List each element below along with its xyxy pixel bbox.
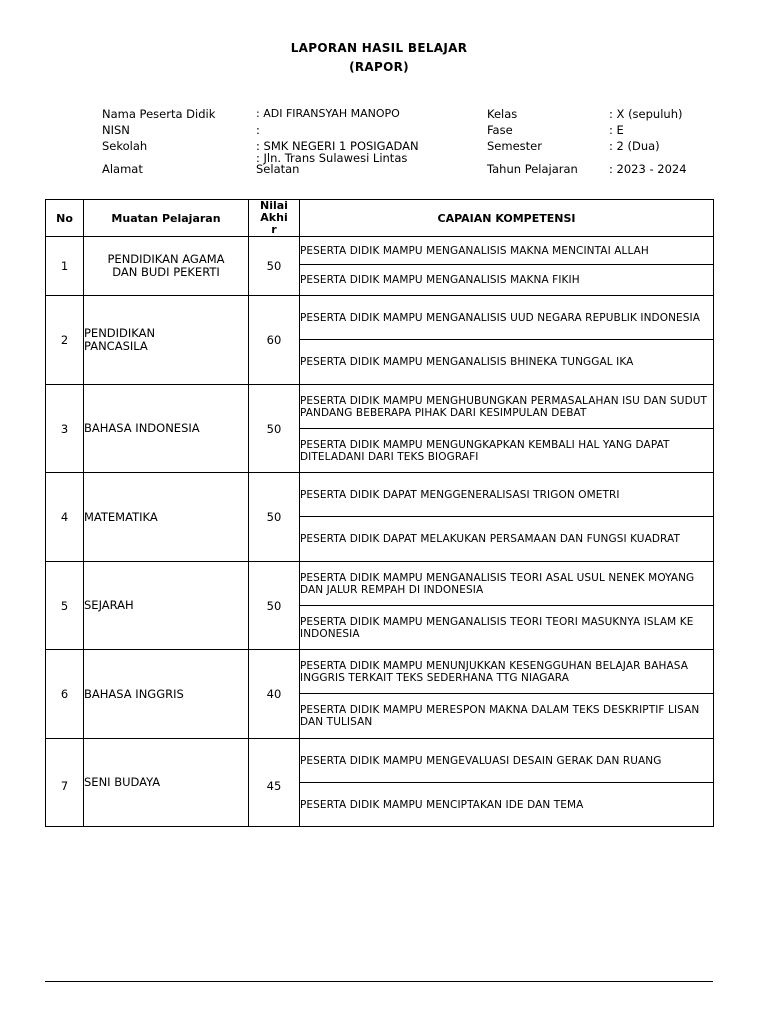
row-score: 50 <box>249 237 300 296</box>
value-class: : X (sepuluh) <box>609 107 683 121</box>
row-subject: MATEMATIKA <box>84 473 249 562</box>
row-competency: PESERTA DIDIK MAMPU MENGANALISIS TEORI ASAL USUL NENEK MOYANG DAN JALUR REMPAH DI INDONESIA <box>300 562 714 606</box>
label-phase: Fase <box>487 123 513 137</box>
row-subject: PENDIDIKAN PANCASILA <box>84 296 249 385</box>
table-row <box>46 237 714 265</box>
row-competency: PESERTA DIDIK MAMPU MENGANALISIS BHINEKA TUNGGAL IKA <box>300 340 714 385</box>
row-score: 45 <box>249 739 300 827</box>
table-row <box>46 296 714 340</box>
label-semester: Semester <box>487 139 542 153</box>
table-row <box>46 739 714 783</box>
row-competency: PESERTA DIDIK MAMPU MENGANALISIS UUD NEGARA REPUBLIK INDONESIA <box>300 296 714 340</box>
row-subject: BAHASA INDONESIA <box>84 385 249 473</box>
row-no: 5 <box>46 562 84 650</box>
value-school: : SMK NEGERI 1 POSIGADAN <box>256 139 419 153</box>
label-class: Kelas <box>487 107 518 121</box>
report-subtitle: (RAPOR) <box>349 60 409 74</box>
label-address: Alamat <box>102 162 143 176</box>
header-final-score <box>249 200 300 237</box>
header-final-score-line3: r <box>271 223 277 236</box>
value-phase: : E <box>609 123 624 137</box>
row-competency: PESERTA DIDIK MAMPU MENGANALISIS TEORI TEORI MASUKNYA ISLAM KE INDONESIA <box>300 606 714 650</box>
row-competency: PESERTA DIDIK DAPAT MELAKUKAN PERSAMAAN DAN FUNGSI KUADRAT <box>300 517 714 562</box>
value-semester: : 2 (Dua) <box>609 139 660 153</box>
value-address-line2: Selatan <box>256 162 300 176</box>
row-competency: PESERTA DIDIK MAMPU MENGEVALUASI DESAIN GERAK DAN RUANG <box>300 739 714 783</box>
row-competency: PESERTA DIDIK MAMPU MERESPON MAKNA DALAM TEKS DESKRIPTIF LISAN DAN TULISAN <box>300 694 714 739</box>
row-score: 50 <box>249 473 300 562</box>
row-no: 3 <box>46 385 84 473</box>
row-competency: PESERTA DIDIK MAMPU MENUNJUKKAN KESENGGUHAN BELAJAR BAHASA INGGRIS TERKAIT TEKS SEDERHANA TTG NIAGARA <box>300 650 714 694</box>
row-competency: PESERTA DIDIK MAMPU MENGANALISIS MAKNA FIKIH <box>300 265 714 296</box>
row-subject: BAHASA INGGRIS <box>84 650 249 739</box>
value-student-name: : ADI FIRANSYAH MANOPO <box>256 107 400 120</box>
table-row <box>46 385 714 429</box>
row-competency: PESERTA DIDIK MAMPU MENGANALISIS MAKNA MENCINTAI ALLAH <box>300 237 714 265</box>
table-row <box>46 650 714 694</box>
student-values-left <box>256 107 419 176</box>
table-row <box>46 473 714 517</box>
row-no: 6 <box>46 650 84 739</box>
row-no: 2 <box>46 296 84 385</box>
table-header-row <box>46 200 714 237</box>
grades-table <box>45 199 714 827</box>
header-final-score-line2: Akhi <box>260 211 288 224</box>
row-competency: PESERTA DIDIK MAMPU MENCIPTAKAN IDE DAN TEMA <box>300 783 714 827</box>
row-score: 60 <box>249 296 300 385</box>
label-student-name: Nama Peserta Didik <box>102 107 216 121</box>
student-values-right <box>609 107 687 178</box>
value-academic-year: : 2023 - 2024 <box>609 162 687 176</box>
label-academic-year: Tahun Pelajaran <box>487 162 578 176</box>
row-no: 7 <box>46 739 84 827</box>
row-score: 40 <box>249 650 300 739</box>
footer-divider <box>45 981 713 982</box>
row-score: 50 <box>249 385 300 473</box>
row-subject: SEJARAH <box>84 562 249 650</box>
row-score: 50 <box>249 562 300 650</box>
header-competency: CAPAIAN KOMPETENSI <box>300 200 714 237</box>
row-subject: PENDIDIKAN AGAMA DAN BUDI PEKERTI <box>84 237 249 296</box>
row-competency: PESERTA DIDIK MAMPU MENGUNGKAPKAN KEMBALI HAL YANG DAPAT DITELADANI DARI TEKS BIOGRAFI <box>300 429 714 473</box>
value-address-line1: : Jln. Trans Sulawesi Lintas <box>256 151 408 165</box>
label-school: Sekolah <box>102 139 148 153</box>
row-competency: PESERTA DIDIK DAPAT MENGGENERALISASI TRIGON OMETRI <box>300 473 714 517</box>
label-nisn: NISN <box>102 123 130 137</box>
header-final-score-line1: Nilai <box>260 199 288 212</box>
table-row <box>46 562 714 606</box>
header-no: No <box>46 200 84 237</box>
row-competency: PESERTA DIDIK MAMPU MENGHUBUNGKAN PERMASALAHAN ISU DAN SUDUT PANDANG BEBERAPA PIHAK DARI KESIMPULAN DEBAT <box>300 385 714 429</box>
report-title: LAPORAN HASIL BELAJAR <box>290 41 468 55</box>
header-subject: Muatan Pelajaran <box>84 200 249 237</box>
student-labels-right <box>487 107 578 178</box>
row-no: 1 <box>46 237 84 296</box>
student-labels-left <box>102 107 215 178</box>
value-nisn: : <box>256 123 260 137</box>
row-subject: SENI BUDAYA <box>84 739 249 827</box>
row-no: 4 <box>46 473 84 562</box>
